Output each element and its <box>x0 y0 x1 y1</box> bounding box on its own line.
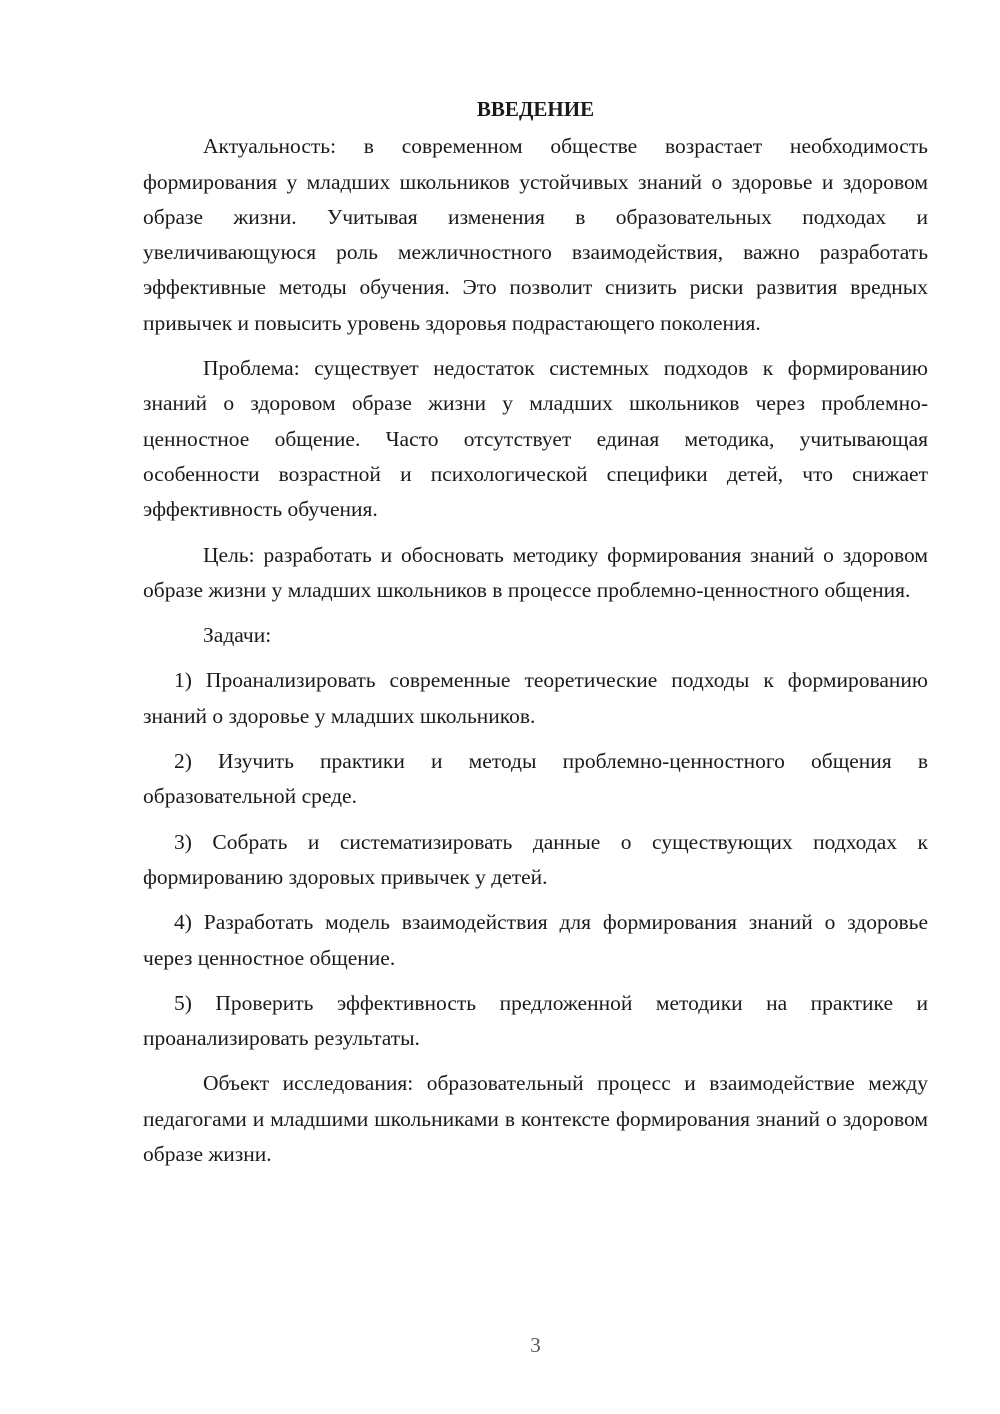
paragraph-object: Объект исследования: образовательный процесс и взаимодействие между педагогами и младшими школьниками в контексте формирования знаний о здоровом образе жизни. <box>143 1071 928 1167</box>
task-item-4: 4) Разработать модель взаимодействия для формирования знаний о здоровье через ценностное общение. <box>143 910 928 970</box>
paragraph-goal: Цель: разработать и обосновать методику формирования знаний о здоровом образе жизни у младших школьников в процессе проблемно-ценностного общения. <box>143 542 928 602</box>
paragraph-relevance: Актуальность: в современном обществе возрастает необходимость формирования у младших школьников устойчивых знаний о здоровье и здоровом образе жизни. Учитывая изменения в образовательных подходах и увеличивающуюся роль межличностного взаимодействия, важно разработать эффективные методы обучения. Это позволит снизить риски развития вредных привычек и повысить уровень здоровья подрастающего поколения. <box>143 134 928 335</box>
task-item-5: 5) Проверить эффективность предложенной методики на практике и проанализировать результаты. <box>143 990 928 1051</box>
task-item-1: 1) Проанализировать современные теоретические подходы к формированию знаний о здоровье у младших школьников. <box>143 668 928 728</box>
section-heading: ВВЕДЕНИЕ <box>476 97 595 121</box>
task-item-3: 3) Собрать и систематизировать данные о существующих подходах к формированию здоровых привычек у детей. <box>143 829 928 889</box>
page-body <box>143 92 928 1182</box>
page-number: 3 <box>530 1333 541 1357</box>
task-item-2: 2) Изучить практики и методы проблемно-ценностного общения в образовательной среде. <box>143 749 928 809</box>
tasks-label: Задачи: <box>203 623 272 648</box>
paragraph-problem: Проблема: существует недостаток системных подходов к формированию знаний о здоровом образе жизни у младших школьников через проблемно-ценностное общение. Часто отсутствует единая методика, учитывающая особенности возрастной и психологической специфики детей, что снижает эффективность обучения. <box>143 356 928 522</box>
